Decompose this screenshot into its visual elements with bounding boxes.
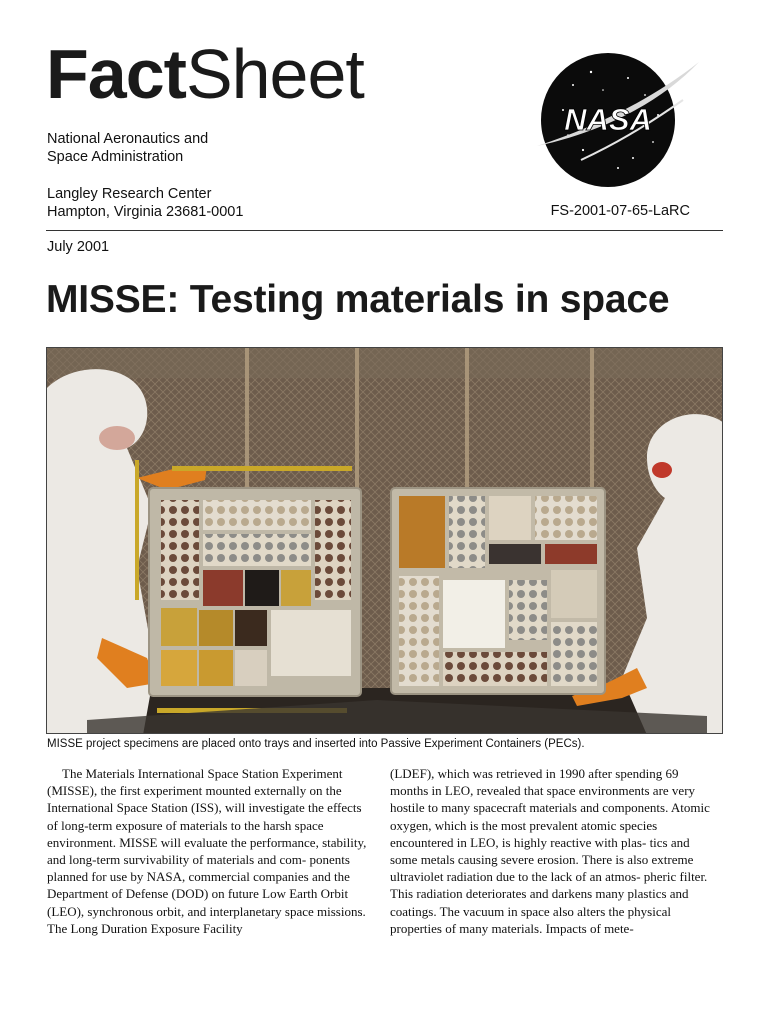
masthead-fact: Fact bbox=[46, 35, 186, 113]
page-title: MISSE: Testing materials in space bbox=[46, 278, 670, 321]
org-line-1: National Aeronautics and bbox=[47, 131, 209, 147]
body-column-left bbox=[47, 765, 367, 937]
org-line-2: Space Administration bbox=[47, 149, 184, 165]
misse-photo bbox=[46, 347, 723, 734]
organization-name bbox=[47, 130, 208, 166]
masthead-sheet: Sheet bbox=[185, 35, 364, 113]
research-center-address bbox=[47, 185, 243, 221]
center-line-2: Hampton, Virginia 23681-0001 bbox=[47, 204, 244, 220]
body-paragraph: The Materials International Space Station Experiment (MISSE), the first experiment mounted externally on the International Space Station (ISS), will investigate the effects of long-term exposure of materials to the harsh space environment. MISSE will evaluate the performance, stability, and long-term survivability of materials and com- ponents planned for use by NASA, commercial companies and the Department of Defense (DOD) on future Low Earth Orbit (LEO), synchronous orbit, and interplanetary space missions. The Long Duration Exposure Facility bbox=[47, 766, 367, 936]
center-line-1: Langley Research Center bbox=[47, 186, 212, 202]
header-divider bbox=[46, 230, 723, 231]
logo-wordmark: NASA bbox=[564, 102, 652, 137]
masthead-wordmark bbox=[46, 34, 364, 114]
nasa-logo bbox=[533, 50, 703, 190]
body-column-right bbox=[390, 765, 710, 937]
publication-date: July 2001 bbox=[47, 239, 110, 255]
photo-caption: MISSE project specimens are placed onto trays and inserted into Passive Experiment Containers (PECs). bbox=[47, 738, 585, 750]
body-paragraph-continued: (LDEF), which was retrieved in 1990 after spending 69 months in LEO, revealed that space environments are very hostile to many spacecraft materials and components. Atomic oxygen, which is the most prevalent atomic species encountered in LEO, is highly reactive with plas- tics and some metals causing severe erosion. There is also extreme ultraviolet radiation due to the lack of an atmos- pheric filter. This radiation deteriorates and darkens many plastics and coatings. The vacuum in space also alters the physical properties of many materials. Impacts of mete- bbox=[390, 766, 710, 936]
document-number: FS-2001-07-65-LaRC bbox=[550, 203, 690, 219]
